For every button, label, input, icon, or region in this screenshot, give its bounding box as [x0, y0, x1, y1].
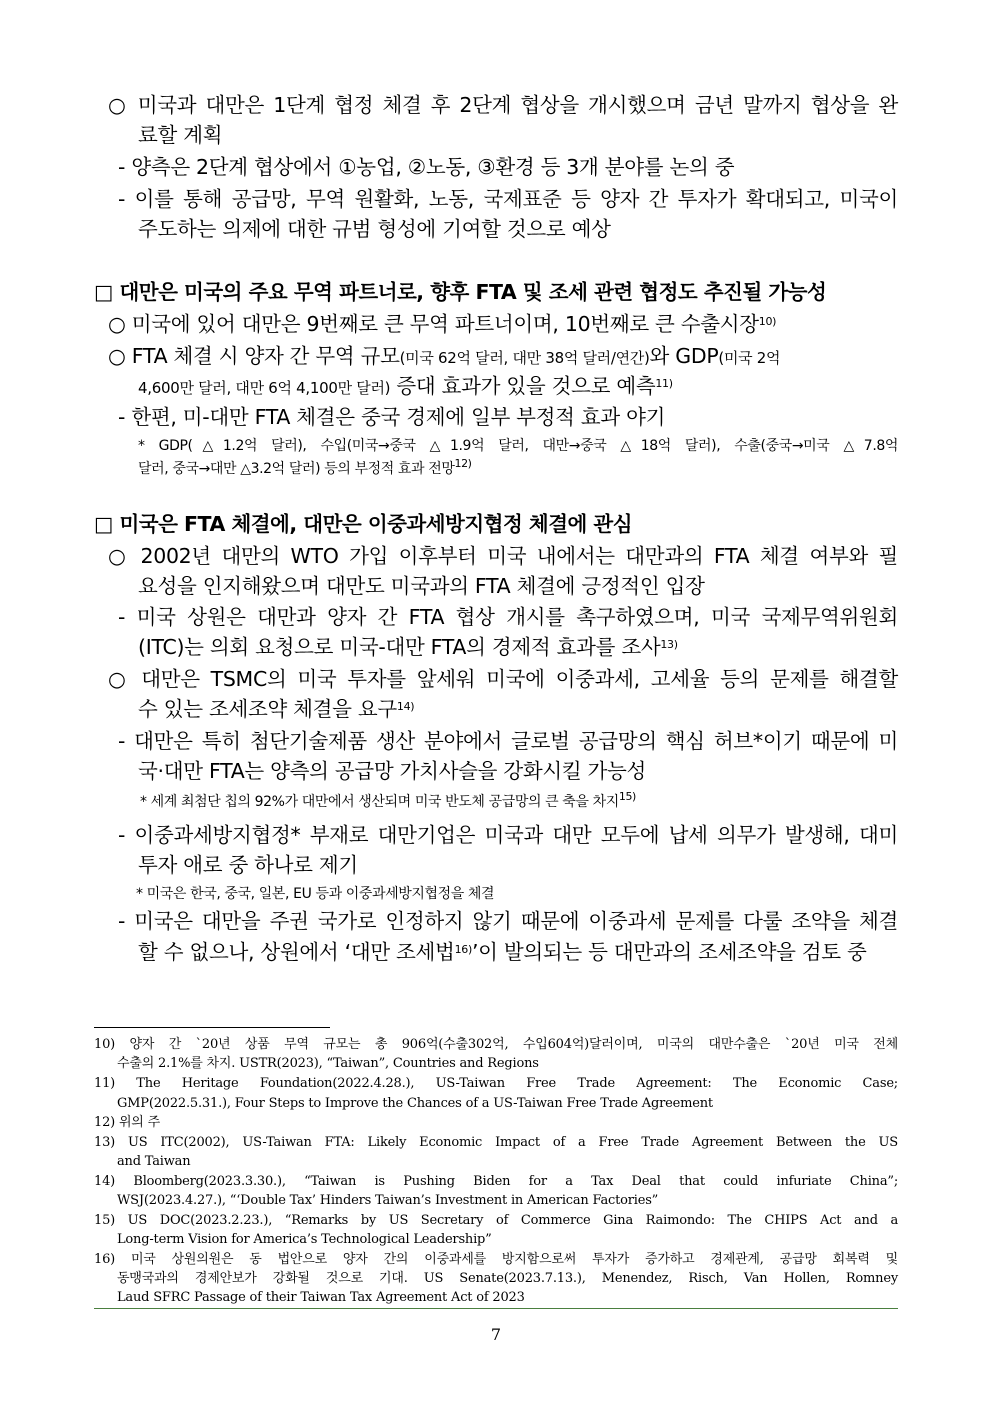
text: 할 수 없으나, 상원에서 ‘대만 조세법 [138, 940, 455, 964]
bullet-paragraph-cont [138, 371, 673, 403]
footnote-separator [94, 1027, 330, 1028]
dash-item-cont [138, 632, 678, 662]
dash-item: - 미국은 대만을 주권 국가로 인정하지 않기 때문에 이중과세 문제를 다룰 조약을 체결 [118, 909, 898, 933]
section-heading: □ 대만은 미국의 주요 무역 파트너로, 향후 FTA 및 조세 관련 협정도 추진될 가능성 [94, 280, 827, 304]
footnote-ref: 12) [454, 457, 472, 470]
footnote-16-cont: 동맹국과의 경제안보가 강화될 것으로 기대. US Senate(2023.7.13.), Menendez, Risch, Van Hollen, Romney [117, 1271, 898, 1286]
page-number: 7 [490, 1325, 502, 1344]
footnote-14: 14) Bloomberg(2023.3.30.), “Taiwan is Pushing Biden for a Tax Deal that could infuriate China”; [94, 1174, 898, 1189]
bullet-paragraph [108, 309, 776, 339]
text-small: (미국 2억 [718, 349, 781, 367]
dash-item-cont: 국·대만 FTA는 양측의 공급망 가치사슬을 강화시킬 가능성 [138, 759, 647, 783]
bullet-paragraph-cont: 료할 계획 [138, 123, 223, 147]
dash-item: - 한편, 미-대만 FTA 체결은 중국 경제에 일부 부정적 효과 야기 [118, 405, 666, 429]
bottom-rule [94, 1308, 898, 1309]
footnote-16: 16) 미국 상원의원은 동 법안으로 양자 간의 이중과세를 방지함으로써 투자가 증가하고 경제관계, 공급망 회복력 및 [94, 1252, 898, 1267]
dash-item: - 양측은 2단계 협상에서 ①농업, ②노동, ③환경 등 3개 분야를 논의 중 [118, 155, 735, 179]
note: * GDP(△1.2억 달러), 수입(미국→중국 △1.9억 달러, 대만→중국 △18억 달러), 수출(중국→미국 △7.8억 [138, 438, 898, 454]
dash-item-cont: 투자 애로 중 하나로 제기 [138, 853, 358, 877]
footnote-12: 12) 위의 주 [94, 1115, 160, 1130]
text: 와 GDP [649, 344, 719, 368]
text: 달러, 중국→대만 △3.2억 달러) 등의 부정적 효과 전망 [138, 461, 455, 477]
bullet-paragraph: ○ 대만은 TSMC의 미국 투자를 앞세워 미국에 이중과세, 고세율 등의 문제를 해결할 [108, 667, 898, 691]
footnote-10: 10) 양자 간 `20년 상품 무역 규모는 총 906억(수출302억, 수입604억)달러이며, 미국의 대만수출은 `20년 미국 전체 [94, 1037, 898, 1052]
footnote-ref: 11) [655, 377, 673, 390]
note-cont [138, 459, 472, 479]
text: ○ FTA 체결 시 양자 간 무역 규모 [108, 344, 400, 368]
footnote-14-cont: WSJ(2023.4.27.), “‘Double Tax’ Hinders Taiwan’s Investment in American Factories” [117, 1193, 659, 1208]
text-small: (미국 62억 달러, 대만 38억 달러/연간) [399, 349, 650, 367]
footnote-ref: 13) [660, 638, 678, 651]
footnote-16-cont: Laud SFRC Passage of their Taiwan Tax Agreement Act of 2023 [117, 1290, 525, 1305]
dash-item: - 이를 통해 공급망, 무역 원활화, 노동, 국제표준 등 양자 간 투자가 확대되고, 미국이 [118, 187, 898, 211]
dash-item: - 미국 상원은 대만과 양자 간 FTA 협상 개시를 촉구하였으며, 미국 국제무역위원회 [118, 605, 898, 629]
footnote-15: 15) US DOC(2023.2.23.), “Remarks by US Secretary of Commerce Gina Raimondo: The CHIPS Act and a [94, 1213, 898, 1228]
text: (ITC)는 의회 요청으로 미국-대만 FTA의 경제적 효과를 조사 [138, 635, 661, 659]
footnote-11-cont: GMP(2022.5.31.), Four Steps to Improve the Chances of a US-Taiwan Free Trade Agreement [117, 1096, 713, 1111]
dash-item-cont [138, 937, 867, 967]
footnote-ref: 10) [758, 315, 777, 328]
bullet-paragraph-cont: 요성을 인지해왔으며 대만도 미국과의 FTA 체결에 긍정적인 입장 [138, 574, 705, 598]
footnote-13: 13) US ITC(2002), US-Taiwan FTA: Likely Economic Impact of a Free Trade Agreement Between the US [94, 1135, 898, 1150]
footnote-10-cont: 수출의 2.1%를 차지. USTR(2023), “Taiwan”, Countries and Regions [117, 1056, 539, 1071]
footnote-ref: 16) [454, 943, 472, 956]
section-heading: □ 미국은 FTA 체결에, 대만은 이중과세방지협정 체결에 관심 [94, 512, 633, 536]
text: 증대 효과가 있을 것으로 예측 [390, 374, 656, 398]
text: 수 있는 조세조약 체결을 요구 [138, 697, 397, 721]
note: * 미국은 한국, 중국, 일본, EU 등과 이중과세방지협정을 체결 [136, 886, 495, 902]
bullet-paragraph: ○ 미국과 대만은 1단계 협정 체결 후 2단계 협상을 개시했으며 금년 말까지 협상을 완 [108, 93, 898, 117]
text: ’이 발의되는 등 대만과의 조세조약을 검토 중 [471, 940, 867, 964]
footnote-ref: 15) [618, 790, 636, 803]
footnote-ref: 14) [396, 700, 415, 713]
footnote-11: 11) The Heritage Foundation(2022.4.28.), US-Taiwan Free Trade Agreement: The Economic Case; [94, 1076, 898, 1091]
dash-item-cont: 주도하는 의제에 대한 규범 형성에 기여할 것으로 예상 [138, 217, 611, 241]
bullet-paragraph-cont [138, 694, 414, 724]
note [140, 792, 636, 812]
bullet-paragraph [108, 341, 780, 373]
dash-item: - 이중과세방지협정* 부재로 대만기업은 미국과 대만 모두에 납세 의무가 발생해, 대미 [118, 823, 898, 847]
dash-item: - 대만은 특히 첨단기술제품 생산 분야에서 글로벌 공급망의 핵심 허브*이기 때문에 미 [118, 729, 898, 753]
text-small: 4,600만 달러, 대만 6억 4,100만 달러) [138, 379, 391, 397]
bullet-paragraph: ○ 2002년 대만의 WTO 가입 이후부터 미국 내에서는 대만과의 FTA 체결 여부와 필 [108, 544, 898, 568]
text: * 세계 최첨단 칩의 92%가 대만에서 생산되며 미국 반도체 공급망의 큰 축을 차지 [140, 794, 619, 810]
footnote-15-cont: Long-term Vision for America’s Technological Leadership” [117, 1232, 492, 1247]
text: ○ 미국에 있어 대만은 9번째로 큰 무역 파트너이며, 10번째로 큰 수출시장 [108, 312, 759, 336]
footnote-13-cont: and Taiwan [117, 1154, 191, 1169]
